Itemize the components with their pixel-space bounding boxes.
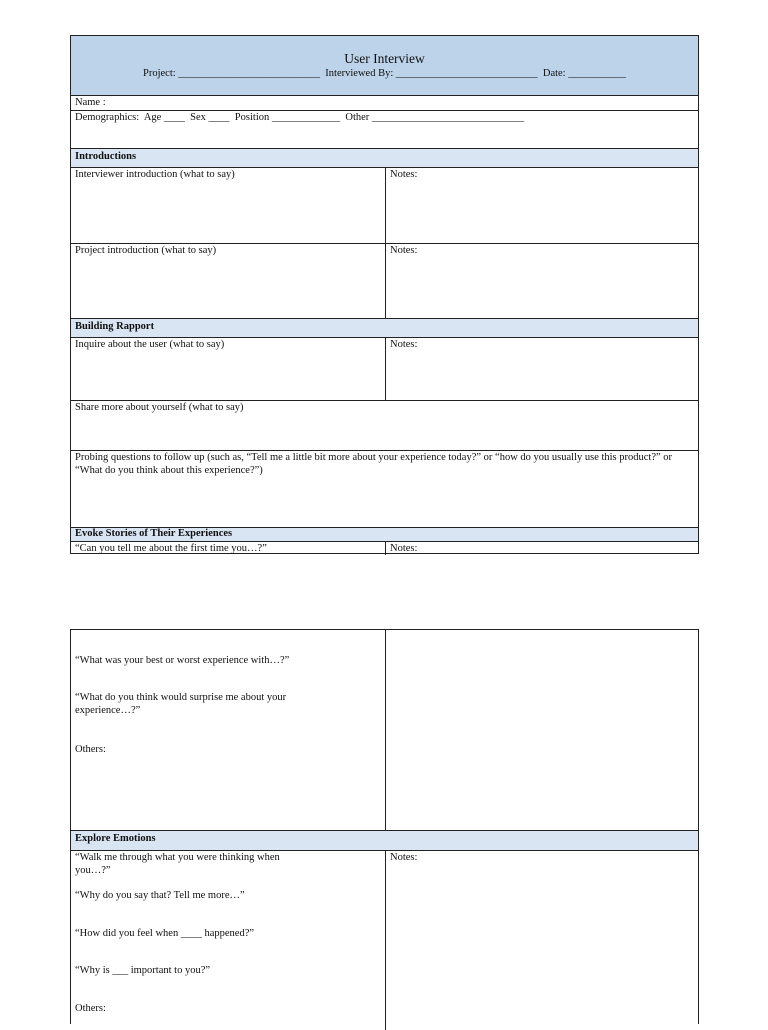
notes-label: Notes: <box>390 245 418 256</box>
interview-table-page-2 <box>70 629 699 1024</box>
section-title: Explore Emotions <box>75 833 156 844</box>
inquire-user-prompt: Inquire about the user (what to say) <box>75 339 225 350</box>
probing-prompt: Probing questions to follow up (such as, “Tell me a little bit more about your experience today?” or “how do you usually use this product?” or “What do you think about this experience?”) <box>75 452 675 476</box>
form-header <box>71 36 698 95</box>
stories-question: “What do you think would surprise me about your experience…?” <box>75 692 287 716</box>
section-evoke-stories <box>71 527 698 541</box>
inquire-user-cell[interactable] <box>71 338 385 400</box>
interviewer-intro-prompt: Interviewer introduction (what to say) <box>75 169 235 180</box>
demographics-label: Demographics: Age ____ Sex ____ Position _____________ Other _____________________________ <box>75 112 525 123</box>
interviewer-intro-cell[interactable] <box>71 168 385 243</box>
emotions-question: “How did you feel when ____ happened?” <box>75 928 255 939</box>
project-intro-prompt: Project introduction (what to say) <box>75 245 217 256</box>
interviewer-intro-row <box>71 167 698 243</box>
emotions-question: “Why is ___ important to you?” <box>75 965 211 976</box>
section-building-rapport <box>71 318 698 337</box>
stories-notes-cell[interactable] <box>385 630 698 830</box>
form-title: User Interview <box>344 51 425 66</box>
interviewed-by-field[interactable]: ___________________________ <box>395 68 538 79</box>
notes-label: Notes: <box>390 852 418 863</box>
notes-label: Notes: <box>390 543 418 554</box>
stories-questions-cell[interactable] <box>71 630 385 830</box>
section-title: Building Rapport <box>75 321 155 332</box>
form-header-fields <box>71 68 698 79</box>
name-label: Name : <box>75 97 106 108</box>
section-explore-emotions <box>71 830 698 850</box>
section-title: Evoke Stories of Their Experiences <box>75 528 233 539</box>
notes-label: Notes: <box>390 339 418 350</box>
stories-continued-row <box>71 630 698 830</box>
share-yourself-row[interactable] <box>71 400 698 450</box>
inquire-user-row <box>71 337 698 400</box>
date-field[interactable]: ___________ <box>568 68 626 79</box>
probing-row[interactable] <box>71 450 698 527</box>
first-time-notes[interactable] <box>385 542 698 555</box>
share-yourself-prompt: Share more about yourself (what to say) <box>75 402 244 413</box>
project-intro-cell[interactable] <box>71 244 385 318</box>
section-title: Introductions <box>75 151 137 162</box>
project-intro-row <box>71 243 698 318</box>
interview-table-page-1 <box>70 35 699 554</box>
stories-question: Others: <box>75 744 106 755</box>
project-label: Project: <box>143 68 176 79</box>
stories-question: “What was your best or worst experience with…?” <box>75 655 290 666</box>
emotions-question: Others: <box>75 1003 106 1014</box>
project-intro-notes[interactable] <box>385 244 698 318</box>
section-introductions <box>71 148 698 167</box>
emotions-question: “Walk me through what you were thinking when you…?” <box>75 852 280 876</box>
first-time-cell[interactable] <box>71 542 385 555</box>
name-row[interactable] <box>71 95 698 110</box>
interviewed-by-label: Interviewed By: <box>325 68 394 79</box>
emotions-row <box>71 850 698 1030</box>
emotions-questions-cell[interactable] <box>71 851 385 1030</box>
first-time-row <box>71 541 698 555</box>
emotions-question: “Why do you say that? Tell me more…” <box>75 890 245 901</box>
notes-label: Notes: <box>390 169 418 180</box>
project-field[interactable]: ___________________________ <box>178 68 321 79</box>
demographics-row[interactable] <box>71 110 698 148</box>
interviewer-intro-notes[interactable] <box>385 168 698 243</box>
first-time-prompt: “Can you tell me about the first time you…?” <box>75 543 267 554</box>
emotions-notes-cell[interactable] <box>385 851 698 1030</box>
date-label: Date: <box>542 68 566 79</box>
inquire-user-notes[interactable] <box>385 338 698 400</box>
